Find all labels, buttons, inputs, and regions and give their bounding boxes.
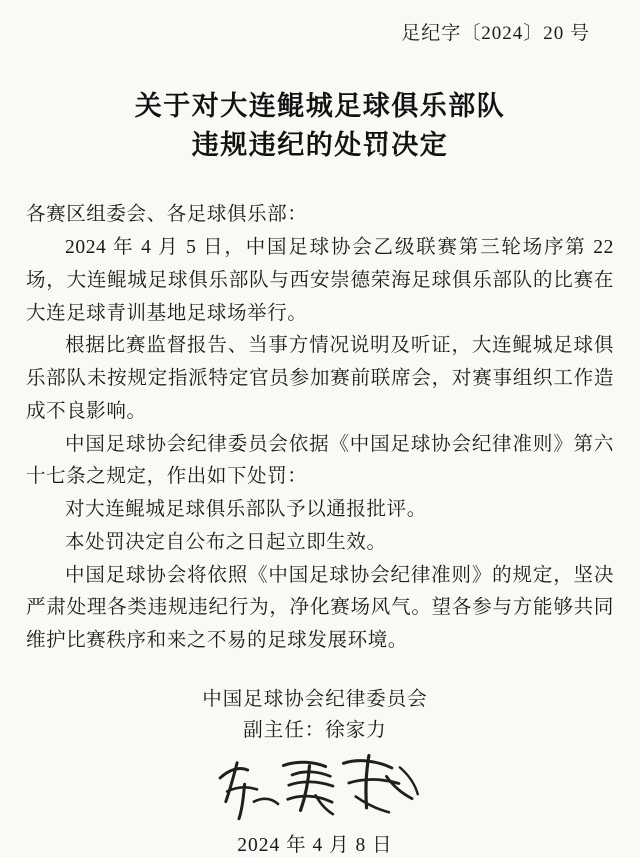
- signing-official: 副主任：徐家力: [243, 720, 387, 742]
- handwritten-signature-icon: [213, 744, 428, 830]
- document-number: 足纪字〔2024〕20 号: [401, 23, 590, 44]
- body-paragraph-3: 中国足球协会纪律委员会依据《中国足球协会纪律准则》第六十七条之规定，作出如下处罚：: [26, 433, 614, 488]
- document-body: [26, 199, 614, 658]
- salutation: 各赛区组委会、各足球俱乐部：: [26, 204, 308, 226]
- page-title-line-2: 违规违纪的处罚决定: [191, 130, 449, 161]
- signing-organization: 中国足球协会纪律委员会: [202, 688, 428, 710]
- body-paragraph-5: 本处罚决定自公布之日起立即生效。: [65, 531, 387, 553]
- signature-date: 2024 年 4 月 8 日: [237, 834, 393, 856]
- handwritten-signature-area: [26, 749, 614, 827]
- page-title-line-1: 关于对大连鲲城足球俱乐部队: [134, 91, 506, 121]
- document-title: [26, 87, 614, 165]
- signature-block: [26, 684, 614, 747]
- body-paragraph-4: 对大连鲲城足球俱乐部队予以通报批评。: [65, 499, 427, 521]
- body-paragraph-2: 根据比赛监督报告、当事方情况说明及听证，大连鲲城足球俱乐部队未按规定指派特定官员参加赛前联席会，对赛事组织工作造成不良影响。: [26, 335, 614, 422]
- body-paragraph-6: 中国足球协会将依照《中国足球协会纪律准则》的规定，坚决严肃处理各类违规违纪行为，净化赛场风气。望各参与方能够共同维护比赛秩序和来之不易的足球发展环境。: [26, 564, 614, 652]
- body-paragraph-1: 2024 年 4 月 5 日，中国足球协会乙级联赛第三轮场序第 22 场，大连鲲城足球俱乐部队与西安崇德荣海足球俱乐部队的比赛在大连足球青训基地足球场举行。: [26, 237, 614, 324]
